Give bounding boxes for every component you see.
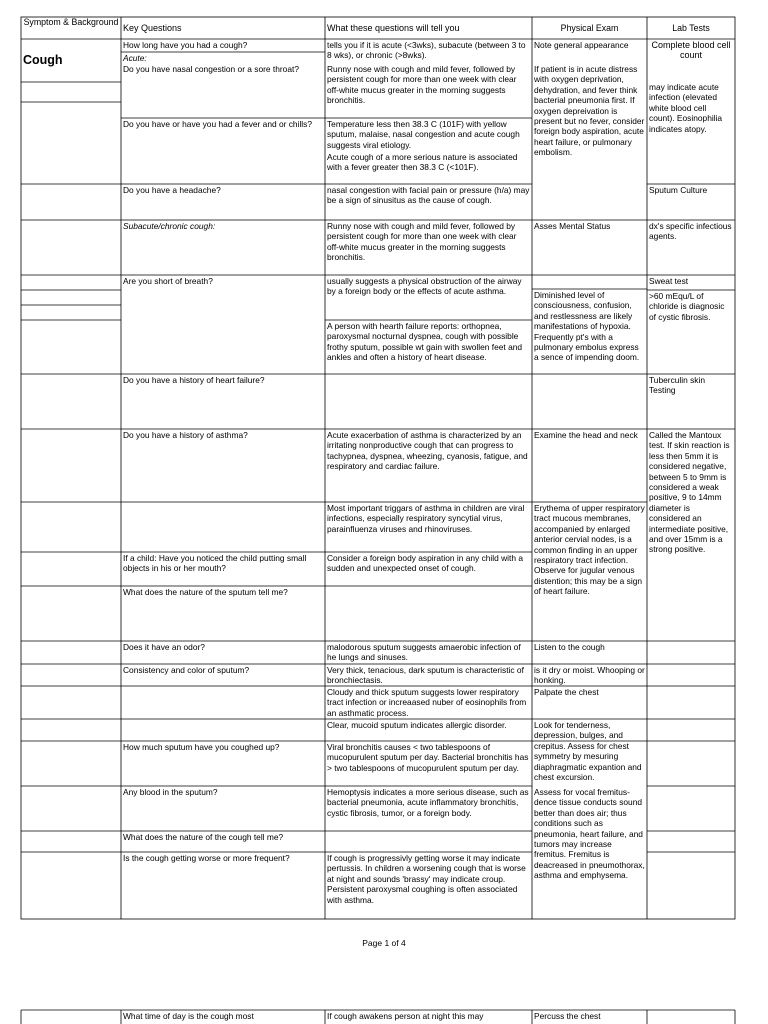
tell-fever: Temperature less then 38.3 C (101F) with yellow sputum, malaise, nasal congestion and acute cough suggests viral etiology. [327,119,520,150]
tell-worse: If cough is progressivly getting worse it may indicate pertussis. In children a worsening cough that is worse at night and sounds 'brassy' may indicate croup. Persistent paroxysmal coughing is often associated with asthma. [327,853,526,905]
question-odor: Does it have an odor? [123,642,205,652]
question-sputum-nature: What does the nature of the sputum tell me? [123,587,288,597]
tell-blood: Hemoptysis indicates a more serious disease, such as bacterial pneumonia, acute inflammatory bronchitis, cystic fibrosis, tumor, or a foreign body. [327,787,529,818]
lab-sweat-result: >60 mEqu/L of chloride is diagnosic of cystic fibrosis. [649,291,725,322]
question-acute: Acute: [123,53,147,63]
tell-sputum-amount: Viral bronchitis causes < two tablespoons of mucopurulent sputum per day. Bacterial bronchitis has > two tablespoons of mucopurulent sputum per day. [327,742,529,773]
question-time-of-day: What time of day is the cough most [123,1011,254,1021]
question-headache: Do you have a headache? [123,185,221,195]
question-blood: Any blood in the sputum? [123,787,218,797]
header-exam: Physical Exam [560,23,619,33]
question-subacute: Subacute/chronic cough: [123,221,216,231]
tell-cloudy: Cloudy and thick sputum suggests lower respiratory tract infection or increaased nuber of eosinophils from an asthmatic process. [327,687,527,718]
question-congestion: Do you have nasal congestion or a sore throat? [123,64,299,74]
question-cough-nature: What does the nature of the cough tell me? [123,832,284,842]
exam-hypoxia: Diminished level of consciousness, confusion, and restlessness are likely manifestations of hypoxia. Frequently pt's with a pulmonary embolus express a sence of impending doom. [534,290,640,363]
exam-percuss: Percuss the chest [534,1011,601,1021]
tell-breath: usually suggests a physical obstruction of the airway by a foreign body or the effects of acute asthma. [327,276,522,297]
tell-consistency: Very thick, tenacious, dark sputum is characteristic of bronchiectasis. [327,665,524,686]
question-heart-failure: Do you have a history of heart failure? [123,375,265,385]
lab-tuberculin: Tuberculin skin Testing [649,375,706,396]
exam-tenderness: Look for tenderness, depression, bulges, and crepitus. Assess for chest symmetry by mesuring diaphragmatic expantion and chest excursion. [534,720,642,783]
question-duration: How long have you had a cough? [123,40,248,50]
tell-heart-failure: A person with hearth failure reports: orthopnea, paroxysmal nocturnal dyspnea, cough with possible frothy sputum, possible wt gain with swollen feet and ankles and often a history of heart disease. [327,321,523,363]
lab-sputum-result: dx's specific infectious agents. [649,221,732,242]
exam-mental-status: Asses Mental Status [534,221,611,231]
header-questions: Key Questions [123,23,182,33]
tell-duration: tells you if it is acute (<3wks), subacute (between 3 to 8 wks), or chronic (>8wks). [327,40,526,61]
question-sputum-amount: How much sputum have you coughed up? [123,742,280,752]
question-breath: Are you short of breath? [123,276,213,286]
question-fever: Do you have or have you had a fever and or chills? [123,119,313,129]
tell-time-of-day: If cough awakens person at night this may [327,1011,484,1021]
lab-sputum-culture: Sputum Culture [649,185,708,195]
tell-asthma: Acute exacerbation of asthma is characterized by an irritating nonproductive cough that can progress to tachypnea, dyspnea, wheezing, cyanosis, fatigue, and respiratory and cardiac failure. [327,430,528,472]
question-consistency: Consistency and color of sputum? [123,665,250,675]
exam-head-neck: Examine the head and neck [534,430,638,440]
tell-clear: Clear, mucoid sputum indicates allergic disorder. [327,720,507,730]
tell-headache: nasal congestion with facial pain or pressure (h/a) may be a sign of sinusitus as the cause of cough. [327,185,530,206]
tell-congestion: Runny nose with cough and mild fever, followed by persistent cough for more than one week with clear off-white mucus greater in the morning suggests bronchitis. [327,64,517,106]
lab-mantoux-result: Called the Mantoux test. If skin reaction is less then 5mm it is considered negative, between 5 to 9mm is considered a weak positive, 9 to 14mm diameter is considered an intermediate positive, and over 15mm is a strong positive. [649,430,730,555]
tell-asthma-triggers: Most important triggars of asthma in children are viral infections, especially respiratory syncytial virus, parainfluenza viruses and rhinoviruses. [327,503,525,534]
question-worse: Is the cough getting worse or more frequent? [123,853,290,863]
lab-sweat-test: Sweat test [649,276,689,286]
tell-odor: malodorous sputum suggests amaerobic infection of he lungs and sinuses. [327,642,521,663]
header-labs: Lab Tests [672,23,710,33]
exam-listen: Listen to the cough [534,642,605,652]
tell-subacute: Runny nose with cough and mild fever, followed by persistent cough for more than one week with clear off-white mucus greater in the morning suggests bronchitis. [327,221,517,263]
lab-cbc: Complete blood cell count [651,40,731,61]
question-asthma: Do you have a history of asthma? [123,430,248,440]
symptom-label: Cough [23,53,63,67]
tell-fever-serious: Acute cough of a more serious nature is associated with a fever greater then 38.3 C (<101F). [327,152,518,173]
page-number: Page 1 of 4 [362,938,406,948]
question-child: If a child: Have you noticed the child putting small objects in his or her mouth? [123,553,307,574]
header-tell: What these questions will tell you [327,23,460,33]
exam-appearance: Note general appearance [534,40,629,50]
exam-distress: If patient is in acute distress with oxygen deprivation, dehydration, and fever think bacterial pneumonia first. If oxygen depreivation is present but no fever, consider foreign body aspiration, acute heart failure, or pulmonary embolism. [534,64,645,158]
lab-cbc-result: may indicate acute infection (elevated white blood cell count). Eosinophilia indicates atopy. [649,82,723,134]
exam-dry-moist: is it dry or moist. Whooping or honking. [534,665,645,686]
exam-erythema: Erythema of upper respiratory tract mucous membranes, accompanied by enlarged anterior cervial nodes, is a common finding in an upper respiratory tract infection. Observe for jugular venous distention; this may be a sign of heart failure. [534,503,645,597]
header-symptom: Symptom & Background [23,18,119,27]
exam-palpate: Palpate the chest [534,687,599,697]
exam-fremitus: Assess for vocal fremitus- dence tissue conducts sound better than does air; thus conditions such as pneumonia, heart failure, and tumors may increase fremitus. Fremitus is deacreased in pneumothorax, asthma and emphysema. [534,787,645,881]
tell-child: Consider a foreign body aspiration in any child with a sudden and unexpected onset of cough. [327,553,523,574]
